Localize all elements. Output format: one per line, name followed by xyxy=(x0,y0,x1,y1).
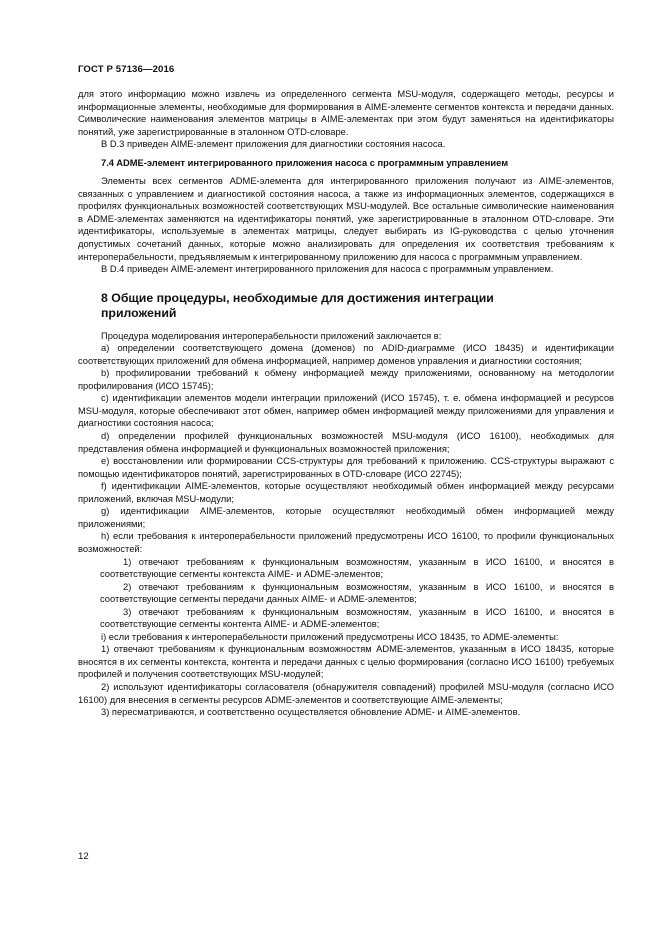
list-item-e: e) восстановлении или формировании CCS-структуры для требований к приложению. CCS-структуры выражают с помощью идентификаторов понятий, зарегистрированных в OTD-словаре (ИСО 22745); xyxy=(78,456,614,479)
list-item-c: c) идентификации элементов модели интеграции приложений (ИСО 15745), т. е. обмена информацией и ресурсов MSU-модуля, которые обеспечивают этот обмен, например обмен информацией между приложениями для управления и диагностики состояния насоса; xyxy=(78,393,614,429)
subsection-heading-7-4: 7.4 ADME-элемент интегрированного приложения насоса с программным управлением xyxy=(101,157,509,168)
paragraph-adme-elements: Элементы всех сегментов ADME-элемента для интегрированного приложения получают из AIME-элементов, связанных с управлением и диагностикой состояния насоса, а также из информационных элементов, содержащихся в профилях функциональных возможностей соответствующих MSU-модулей. Все остальные символические наименования в ADME-элементах заменяются на идентификаторы понятий, уже зарегистрированные в эталонном OTD-словаре. Эти идентификаторы, используемые в элементах матрицы, следует выбирать из IG-руководства с целью уточнения допустимых сочетаний данных, которые можно анализировать для определения их соответствия требованиям к интероперабельности, предъявляемым к интегрированному приложению для насоса с программным управлением. xyxy=(78,176,614,262)
procedure-intro: Процедура моделирования интероперабельности приложений заключается в: xyxy=(101,330,442,341)
page-body xyxy=(78,88,614,719)
list-item-i-1: 1) отвечают требованиям к функциональным возможностям ADME-элементов, указанным в ИСО 18435, которые вносятся в их сегменты контекста, контента и передачи данных с целью формирования (согласно ИСО 16100) требуемых профилей и получения соответствующих MSU-модулей; xyxy=(78,644,614,680)
list-item-i: i) если требования к интероперабельности приложений предусмотрены ИСО 18435, то ADME-элементы: xyxy=(101,631,559,642)
list-item-g: g) идентификации AIME-элементов, которые осуществляют необходимый обмен информацией между приложениями; xyxy=(78,506,614,529)
list-item-b: b) профилировании требований к обмену информацией между приложениями, основанному на методологии профилирования (ИСО 15745); xyxy=(78,368,614,391)
section-heading-8: 8 Общие процедуры, необходимые для достижения интеграции приложений xyxy=(101,290,494,321)
list-item-h-1: 1) отвечают требованиям к функциональным возможностям, указанным в ИСО 16100, и вносятся в соответствующие сегменты контекста AIME- и ADME-элементов; xyxy=(100,556,614,580)
list-item-f: f) идентификации AIME-элементов, которые осуществляют необходимый обмен информацией между ресурсами приложений, включая MSU-модули; xyxy=(78,481,614,504)
list-item-h-2: 2) отвечают требованиям к функциональным возможностям, указанным в ИСО 16100, и вносятся в соответствующие сегменты передачи данных AIME- и ADME-элементов; xyxy=(100,581,614,605)
paragraph-continuation: для этого информацию можно извлечь из определенного сегмента MSU-модуля, содержащего методы, ресурсы и информационные элементы, необходимые для формирования в AIME-элементе сегментов контекста и передачи данных. Символические наименования элементов матрицы в AIME-элементах при этом будут заменяться на идентификаторы понятий, уже зарегистрированные в эталонном OTD-словаре. xyxy=(78,89,614,137)
list-item-h-3: 3) отвечают требованиям к функциональным возможностям, указанным в ИСО 16100, и вносятся в соответствующие сегменты контента AIME- и ADME-элементов; xyxy=(100,606,614,630)
list-item-i-3: 3) пересматриваются, и соответственно осуществляется обновление ADME- и AIME-элементов. xyxy=(101,707,521,718)
paragraph-d4-reference: В D.4 приведен AIME-элемент интегрированного приложения для насоса с программным управлением. xyxy=(101,264,554,275)
list-item-i-2: 2) используют идентификаторы согласователя (обнаружителя совпадений) профилей MSU-модуля (согласно ИСО 16100) для внесения в сегменты ресурсов ADME-элементов и соответствующие AIME-элементы; xyxy=(78,681,614,705)
list-item-a: a) определении соответствующего домена (доменов) по ADID-диаграмме (ИСО 18435) и идентификации соответствующих приложений для обмена информацией, например доменов управления и диагностики состояния; xyxy=(78,343,614,366)
standard-header: ГОСТ Р 57136—2016 xyxy=(78,64,175,75)
paragraph-d3-reference: В D.3 приведен AIME-элемент приложения для диагностики состояния насоса. xyxy=(101,139,446,150)
page-number: 12 xyxy=(78,851,89,862)
list-item-h: h) если требования к интероперабельности приложений предусмотрены ИСО 16100, то профили функциональных возможностей: xyxy=(78,531,614,554)
list-item-d: d) определении профилей функциональных возможностей MSU-модуля (ИСО 16100), необходимых для представления обмена информацией и функциональных возможностей приложения; xyxy=(78,431,614,454)
